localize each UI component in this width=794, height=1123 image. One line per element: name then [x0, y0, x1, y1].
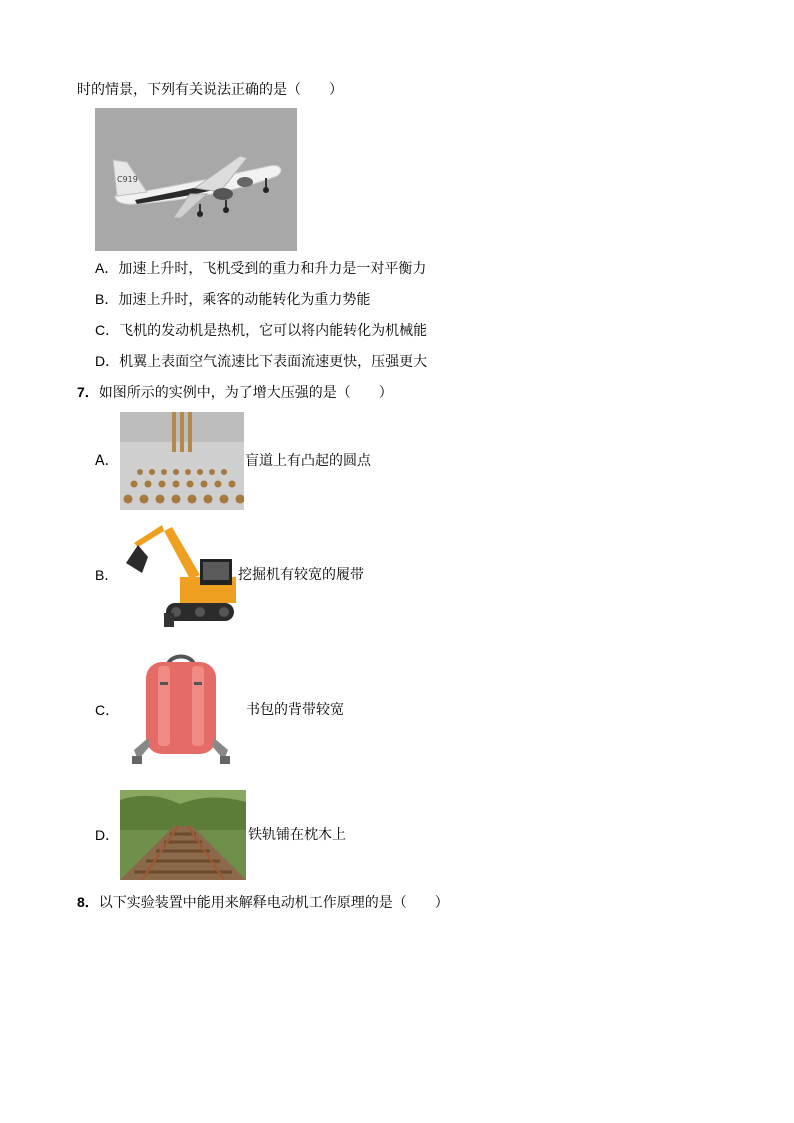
- q6-option-d-text: 机翼上表面空气流速比下表面流速更快，压强更大: [119, 354, 428, 370]
- q6-stem-tail: 时的情景，下列有关说法正确的是（ ）: [77, 82, 343, 98]
- q6-option-a-text: 加速上升时，飞机受到的重力和升力是一对平衡力: [118, 261, 427, 277]
- q6-option-b-text: 加速上升时，乘客的动能转化为重力势能: [118, 292, 371, 308]
- q6-option-d: [95, 351, 427, 372]
- q6-option-d-letter: D．: [95, 353, 120, 369]
- q6-option-a: [95, 258, 426, 279]
- q6-option-c: [95, 320, 427, 341]
- q6-option-b-letter: B．: [95, 291, 119, 307]
- q8-stem: [77, 892, 449, 913]
- q7-option-a-letter: A．: [95, 453, 119, 469]
- q7-option-b-letter: B．: [95, 567, 119, 583]
- q7-option-d-letter: D．: [95, 827, 120, 843]
- q7-stem-text: 如图所示的实例中，为了增大压强的是（ ）: [98, 385, 393, 401]
- railway-photo: [120, 790, 246, 880]
- excavator-photo: [120, 517, 238, 629]
- q7-option-c-letter: C．: [95, 702, 120, 718]
- tactile-paving-photo: [120, 412, 244, 510]
- q7-option-a-text: 盲道上有凸起的圆点: [245, 453, 371, 469]
- q7-option-b-text: 挖掘机有较宽的履带: [238, 567, 364, 583]
- q6-option-c-text: 飞机的发动机是热机，它可以将内能转化为机械能: [119, 323, 428, 339]
- q7-option-c-text: 书包的背带较宽: [246, 702, 344, 718]
- q6-option-b: [95, 289, 370, 310]
- q8-number: 8．: [77, 894, 99, 910]
- q7-option-d-text: 铁轨铺在枕木上: [248, 827, 346, 843]
- airplane-photo: [95, 108, 297, 251]
- backpack-photo: [124, 652, 238, 768]
- q6-option-c-letter: C．: [95, 322, 120, 338]
- svg-text:C919: C919: [117, 175, 138, 184]
- q7-number: 7．: [77, 384, 99, 400]
- q7-stem: [77, 382, 393, 403]
- q6-option-a-letter: A．: [95, 260, 119, 276]
- q8-stem-text: 以下实验装置中能用来解释电动机工作原理的是（ ）: [98, 895, 449, 911]
